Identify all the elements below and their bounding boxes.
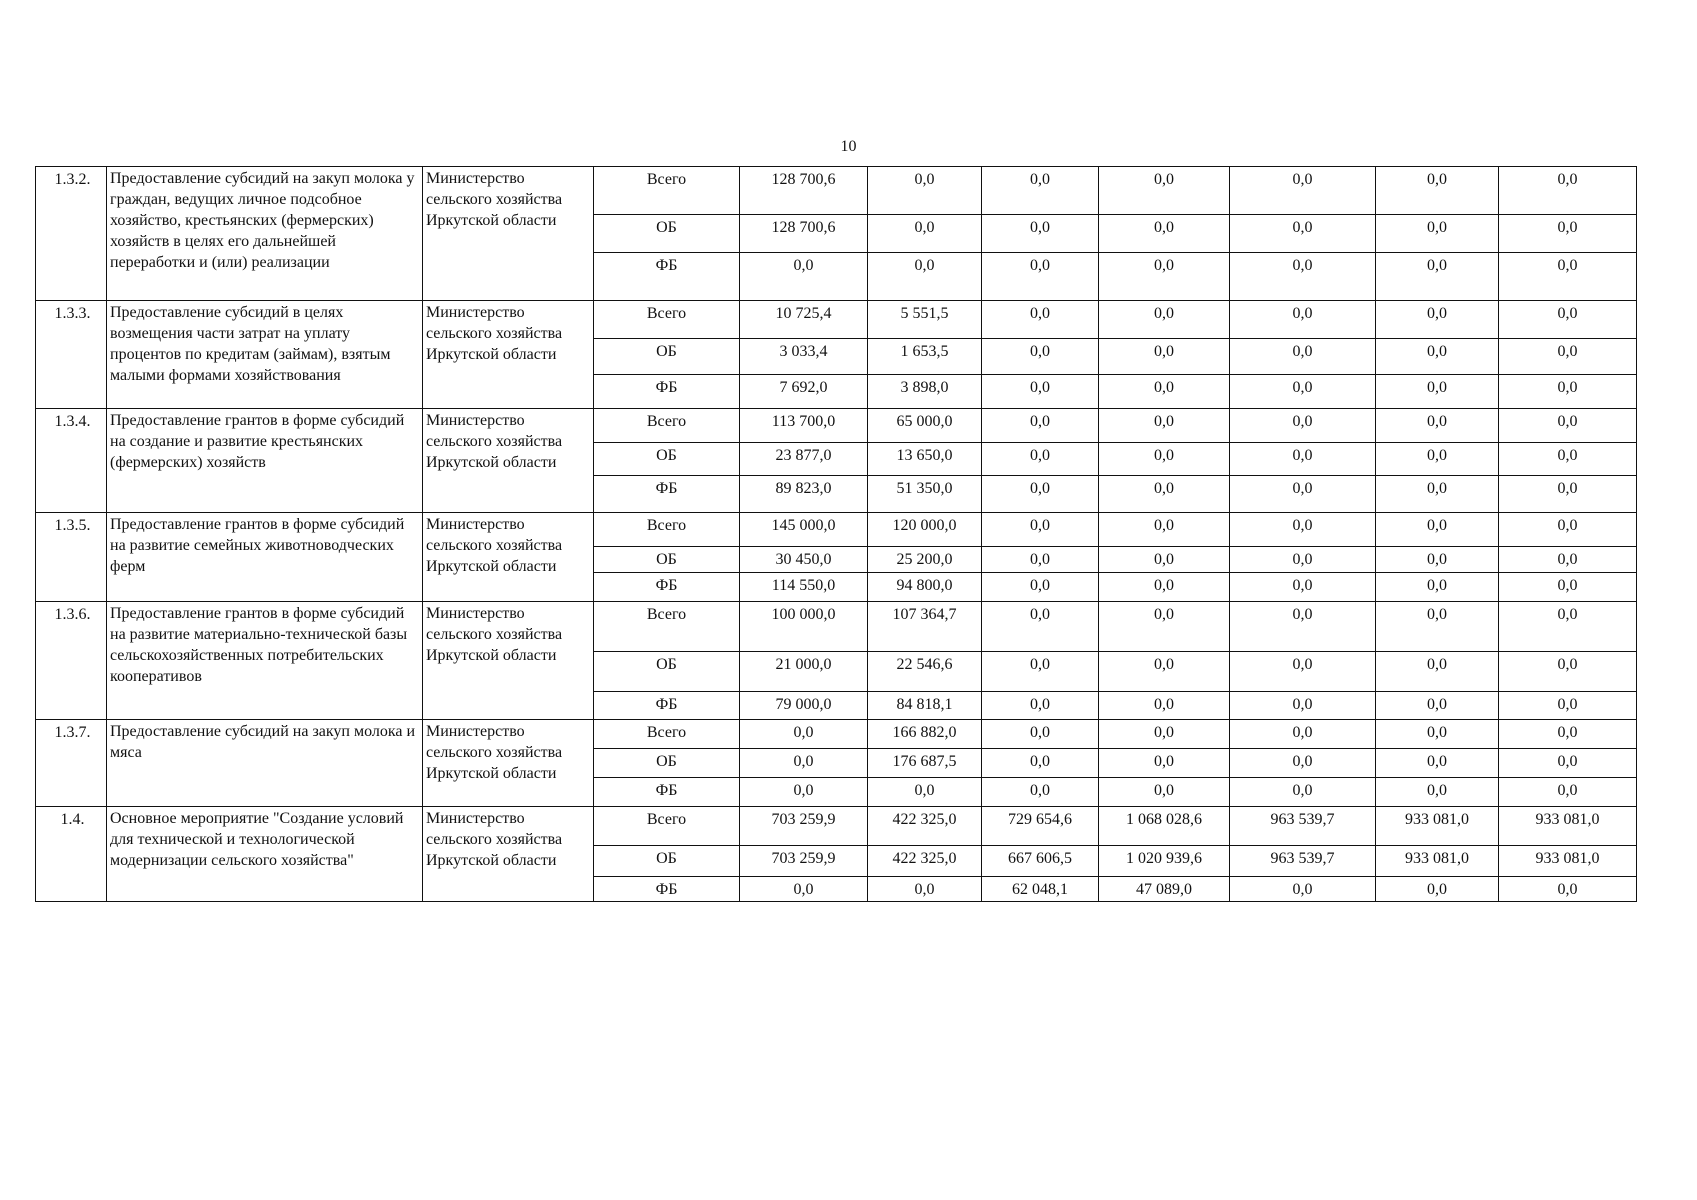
responsible-agency: Министерство сельского хозяйства Иркутской области [423,409,594,513]
item-number: 1.3.6. [36,602,107,720]
amount-cell: 1 068 028,6 [1099,807,1230,846]
amount-cell: 933 081,0 [1376,846,1499,877]
amount-cell: 100 000,0 [740,602,868,652]
amount-cell: 0,0 [1230,720,1376,749]
amount-cell: 0,0 [1230,215,1376,253]
amount-cell: 0,0 [1376,409,1499,443]
amount-cell: 0,0 [1499,215,1637,253]
amount-cell: 166 882,0 [868,720,982,749]
amount-cell: 0,0 [1376,167,1499,215]
amount-cell: 0,0 [1230,877,1376,902]
funding-source: ФБ [594,375,740,409]
amount-cell: 0,0 [1230,573,1376,602]
amount-cell: 0,0 [1099,301,1230,339]
amount-cell: 0,0 [1099,409,1230,443]
amount-cell: 0,0 [1230,476,1376,513]
amount-cell: 0,0 [982,339,1099,375]
funding-source: ФБ [594,253,740,301]
amount-cell: 0,0 [982,253,1099,301]
amount-cell: 5 551,5 [868,301,982,339]
amount-cell: 0,0 [868,877,982,902]
amount-cell: 0,0 [1376,652,1499,692]
amount-cell: 3 898,0 [868,375,982,409]
amount-cell: 0,0 [1499,778,1637,807]
amount-cell: 0,0 [1099,547,1230,573]
item-number: 1.3.3. [36,301,107,409]
amount-cell: 0,0 [1230,749,1376,778]
amount-cell: 0,0 [1499,720,1637,749]
amount-cell: 0,0 [740,253,868,301]
table-row [36,513,1637,547]
amount-cell: 0,0 [1099,778,1230,807]
amount-cell: 0,0 [1099,720,1230,749]
amount-cell: 0,0 [1499,443,1637,476]
funding-source: ОБ [594,215,740,253]
amount-cell: 933 081,0 [1499,846,1637,877]
amount-cell: 0,0 [1230,692,1376,720]
amount-cell: 0,0 [982,476,1099,513]
amount-cell: 47 089,0 [1099,877,1230,902]
amount-cell: 65 000,0 [868,409,982,443]
funding-source: ФБ [594,573,740,602]
amount-cell: 0,0 [1499,409,1637,443]
amount-cell: 0,0 [740,720,868,749]
responsible-agency: Министерство сельского хозяйства Иркутской области [423,807,594,902]
item-title: Предоставление субсидий в целях возмещения части затрат на уплату процентов по кредитам (займам), взятым малыми формами хозяйствования [107,301,423,409]
amount-cell: 0,0 [1230,652,1376,692]
amount-cell: 0,0 [1230,513,1376,547]
amount-cell: 0,0 [1099,215,1230,253]
amount-cell: 0,0 [1376,573,1499,602]
funding-source: Всего [594,409,740,443]
amount-cell: 0,0 [1099,339,1230,375]
amount-cell: 0,0 [1230,301,1376,339]
amount-cell: 0,0 [1230,443,1376,476]
amount-cell: 0,0 [1376,476,1499,513]
item-title: Предоставление грантов в форме субсидий на развитие материально-технической базы сельскохозяйственных потребительских кооперативов [107,602,423,720]
amount-cell: 0,0 [982,409,1099,443]
amount-cell: 0,0 [1376,602,1499,652]
funding-source: Всего [594,807,740,846]
amount-cell: 0,0 [982,720,1099,749]
amount-cell: 0,0 [1099,573,1230,602]
amount-cell: 0,0 [868,167,982,215]
amount-cell: 3 033,4 [740,339,868,375]
amount-cell: 0,0 [740,778,868,807]
amount-cell: 0,0 [1499,749,1637,778]
amount-cell: 703 259,9 [740,846,868,877]
amount-cell: 0,0 [1499,301,1637,339]
item-number: 1.3.2. [36,167,107,301]
amount-cell: 0,0 [982,778,1099,807]
amount-cell: 0,0 [982,443,1099,476]
amount-cell: 0,0 [982,749,1099,778]
amount-cell: 128 700,6 [740,167,868,215]
responsible-agency: Министерство сельского хозяйства Иркутской области [423,301,594,409]
amount-cell: 0,0 [982,692,1099,720]
amount-cell: 51 350,0 [868,476,982,513]
amount-cell: 963 539,7 [1230,846,1376,877]
amount-cell: 62 048,1 [982,877,1099,902]
amount-cell: 0,0 [1099,602,1230,652]
amount-cell: 0,0 [1499,877,1637,902]
item-title: Предоставление грантов в форме субсидий на развитие семейных животноводческих ферм [107,513,423,602]
amount-cell: 145 000,0 [740,513,868,547]
amount-cell: 1 020 939,6 [1099,846,1230,877]
amount-cell: 0,0 [1099,513,1230,547]
amount-cell: 0,0 [1230,778,1376,807]
amount-cell: 0,0 [1099,692,1230,720]
table-row [36,409,1637,443]
amount-cell: 0,0 [1376,749,1499,778]
funding-source: ФБ [594,476,740,513]
amount-cell: 0,0 [982,652,1099,692]
table-row [36,720,1637,749]
amount-cell: 0,0 [1499,375,1637,409]
table-row [36,602,1637,652]
amount-cell: 0,0 [1376,375,1499,409]
amount-cell: 84 818,1 [868,692,982,720]
amount-cell: 0,0 [1499,167,1637,215]
amount-cell: 0,0 [1376,778,1499,807]
funding-source: ОБ [594,443,740,476]
responsible-agency: Министерство сельского хозяйства Иркутской области [423,602,594,720]
amount-cell: 7 692,0 [740,375,868,409]
amount-cell: 94 800,0 [868,573,982,602]
funding-source: ФБ [594,692,740,720]
amount-cell: 0,0 [982,547,1099,573]
amount-cell: 89 823,0 [740,476,868,513]
amount-cell: 0,0 [1230,375,1376,409]
amount-cell: 0,0 [1099,652,1230,692]
amount-cell: 0,0 [1376,547,1499,573]
amount-cell: 113 700,0 [740,409,868,443]
funding-source: Всего [594,301,740,339]
amount-cell: 0,0 [1230,167,1376,215]
amount-cell: 0,0 [1099,749,1230,778]
item-title: Предоставление субсидий на закуп молока у граждан, ведущих личное подсобное хозяйство, крестьянских (фермерских) хозяйств в целях его дальнейшей переработки и (или) реализации [107,167,423,301]
amount-cell: 0,0 [868,778,982,807]
item-title: Предоставление грантов в форме субсидий на создание и развитие крестьянских (фермерских) хозяйств [107,409,423,513]
amount-cell: 107 364,7 [868,602,982,652]
funding-source: Всего [594,602,740,652]
amount-cell: 0,0 [982,167,1099,215]
amount-cell: 1 653,5 [868,339,982,375]
amount-cell: 128 700,6 [740,215,868,253]
amount-cell: 0,0 [1230,602,1376,652]
amount-cell: 0,0 [1499,652,1637,692]
funding-source: ОБ [594,652,740,692]
amount-cell: 422 325,0 [868,807,982,846]
amount-cell: 0,0 [1099,375,1230,409]
amount-cell: 79 000,0 [740,692,868,720]
item-number: 1.3.5. [36,513,107,602]
amount-cell: 0,0 [1376,253,1499,301]
item-number: 1.3.7. [36,720,107,807]
amount-cell: 176 687,5 [868,749,982,778]
amount-cell: 0,0 [982,513,1099,547]
funding-source: ОБ [594,547,740,573]
funding-source: Всего [594,513,740,547]
funding-source: Всего [594,167,740,215]
funding-source: ФБ [594,877,740,902]
amount-cell: 23 877,0 [740,443,868,476]
amount-cell: 0,0 [1230,339,1376,375]
amount-cell: 0,0 [1499,547,1637,573]
responsible-agency: Министерство сельского хозяйства Иркутской области [423,720,594,807]
amount-cell: 0,0 [1376,215,1499,253]
funding-source: ОБ [594,339,740,375]
amount-cell: 30 450,0 [740,547,868,573]
amount-cell: 933 081,0 [1376,807,1499,846]
amount-cell: 0,0 [740,877,868,902]
item-number: 1.4. [36,807,107,902]
funding-source: ОБ [594,749,740,778]
amount-cell: 0,0 [868,253,982,301]
table-row [36,807,1637,846]
amount-cell: 0,0 [1099,476,1230,513]
amount-cell: 0,0 [1099,253,1230,301]
amount-cell: 0,0 [1499,513,1637,547]
item-number: 1.3.4. [36,409,107,513]
amount-cell: 0,0 [1499,339,1637,375]
amount-cell: 25 200,0 [868,547,982,573]
amount-cell: 0,0 [740,749,868,778]
amount-cell: 0,0 [1499,602,1637,652]
amount-cell: 120 000,0 [868,513,982,547]
responsible-agency: Министерство сельского хозяйства Иркутской области [423,167,594,301]
funding-source: Всего [594,720,740,749]
amount-cell: 0,0 [1230,547,1376,573]
table-row [36,167,1637,215]
amount-cell: 0,0 [868,215,982,253]
responsible-agency: Министерство сельского хозяйства Иркутской области [423,513,594,602]
amount-cell: 667 606,5 [982,846,1099,877]
amount-cell: 0,0 [1499,253,1637,301]
amount-cell: 0,0 [1376,692,1499,720]
amount-cell: 0,0 [1376,513,1499,547]
amount-cell: 0,0 [1230,253,1376,301]
table-row [36,301,1637,339]
amount-cell: 0,0 [1499,692,1637,720]
table-body [36,167,1637,902]
item-title: Предоставление субсидий на закуп молока и мяса [107,720,423,807]
budget-table [35,166,1637,902]
amount-cell: 0,0 [982,375,1099,409]
amount-cell: 963 539,7 [1230,807,1376,846]
amount-cell: 0,0 [982,573,1099,602]
item-title: Основное мероприятие "Создание условий для технической и технологической модернизации сельского хозяйства" [107,807,423,902]
amount-cell: 0,0 [1499,476,1637,513]
amount-cell: 933 081,0 [1499,807,1637,846]
amount-cell: 0,0 [1376,877,1499,902]
amount-cell: 22 546,6 [868,652,982,692]
amount-cell: 0,0 [1099,167,1230,215]
amount-cell: 0,0 [1376,443,1499,476]
amount-cell: 0,0 [982,215,1099,253]
amount-cell: 0,0 [1376,301,1499,339]
amount-cell: 703 259,9 [740,807,868,846]
amount-cell: 0,0 [1230,409,1376,443]
amount-cell: 422 325,0 [868,846,982,877]
amount-cell: 0,0 [1376,339,1499,375]
funding-source: ФБ [594,778,740,807]
amount-cell: 114 550,0 [740,573,868,602]
amount-cell: 0,0 [982,602,1099,652]
amount-cell: 21 000,0 [740,652,868,692]
amount-cell: 10 725,4 [740,301,868,339]
funding-source: ОБ [594,846,740,877]
amount-cell: 13 650,0 [868,443,982,476]
amount-cell: 0,0 [1376,720,1499,749]
amount-cell: 729 654,6 [982,807,1099,846]
amount-cell: 0,0 [982,301,1099,339]
page-number: 10 [840,138,857,155]
amount-cell: 0,0 [1499,573,1637,602]
amount-cell: 0,0 [1099,443,1230,476]
